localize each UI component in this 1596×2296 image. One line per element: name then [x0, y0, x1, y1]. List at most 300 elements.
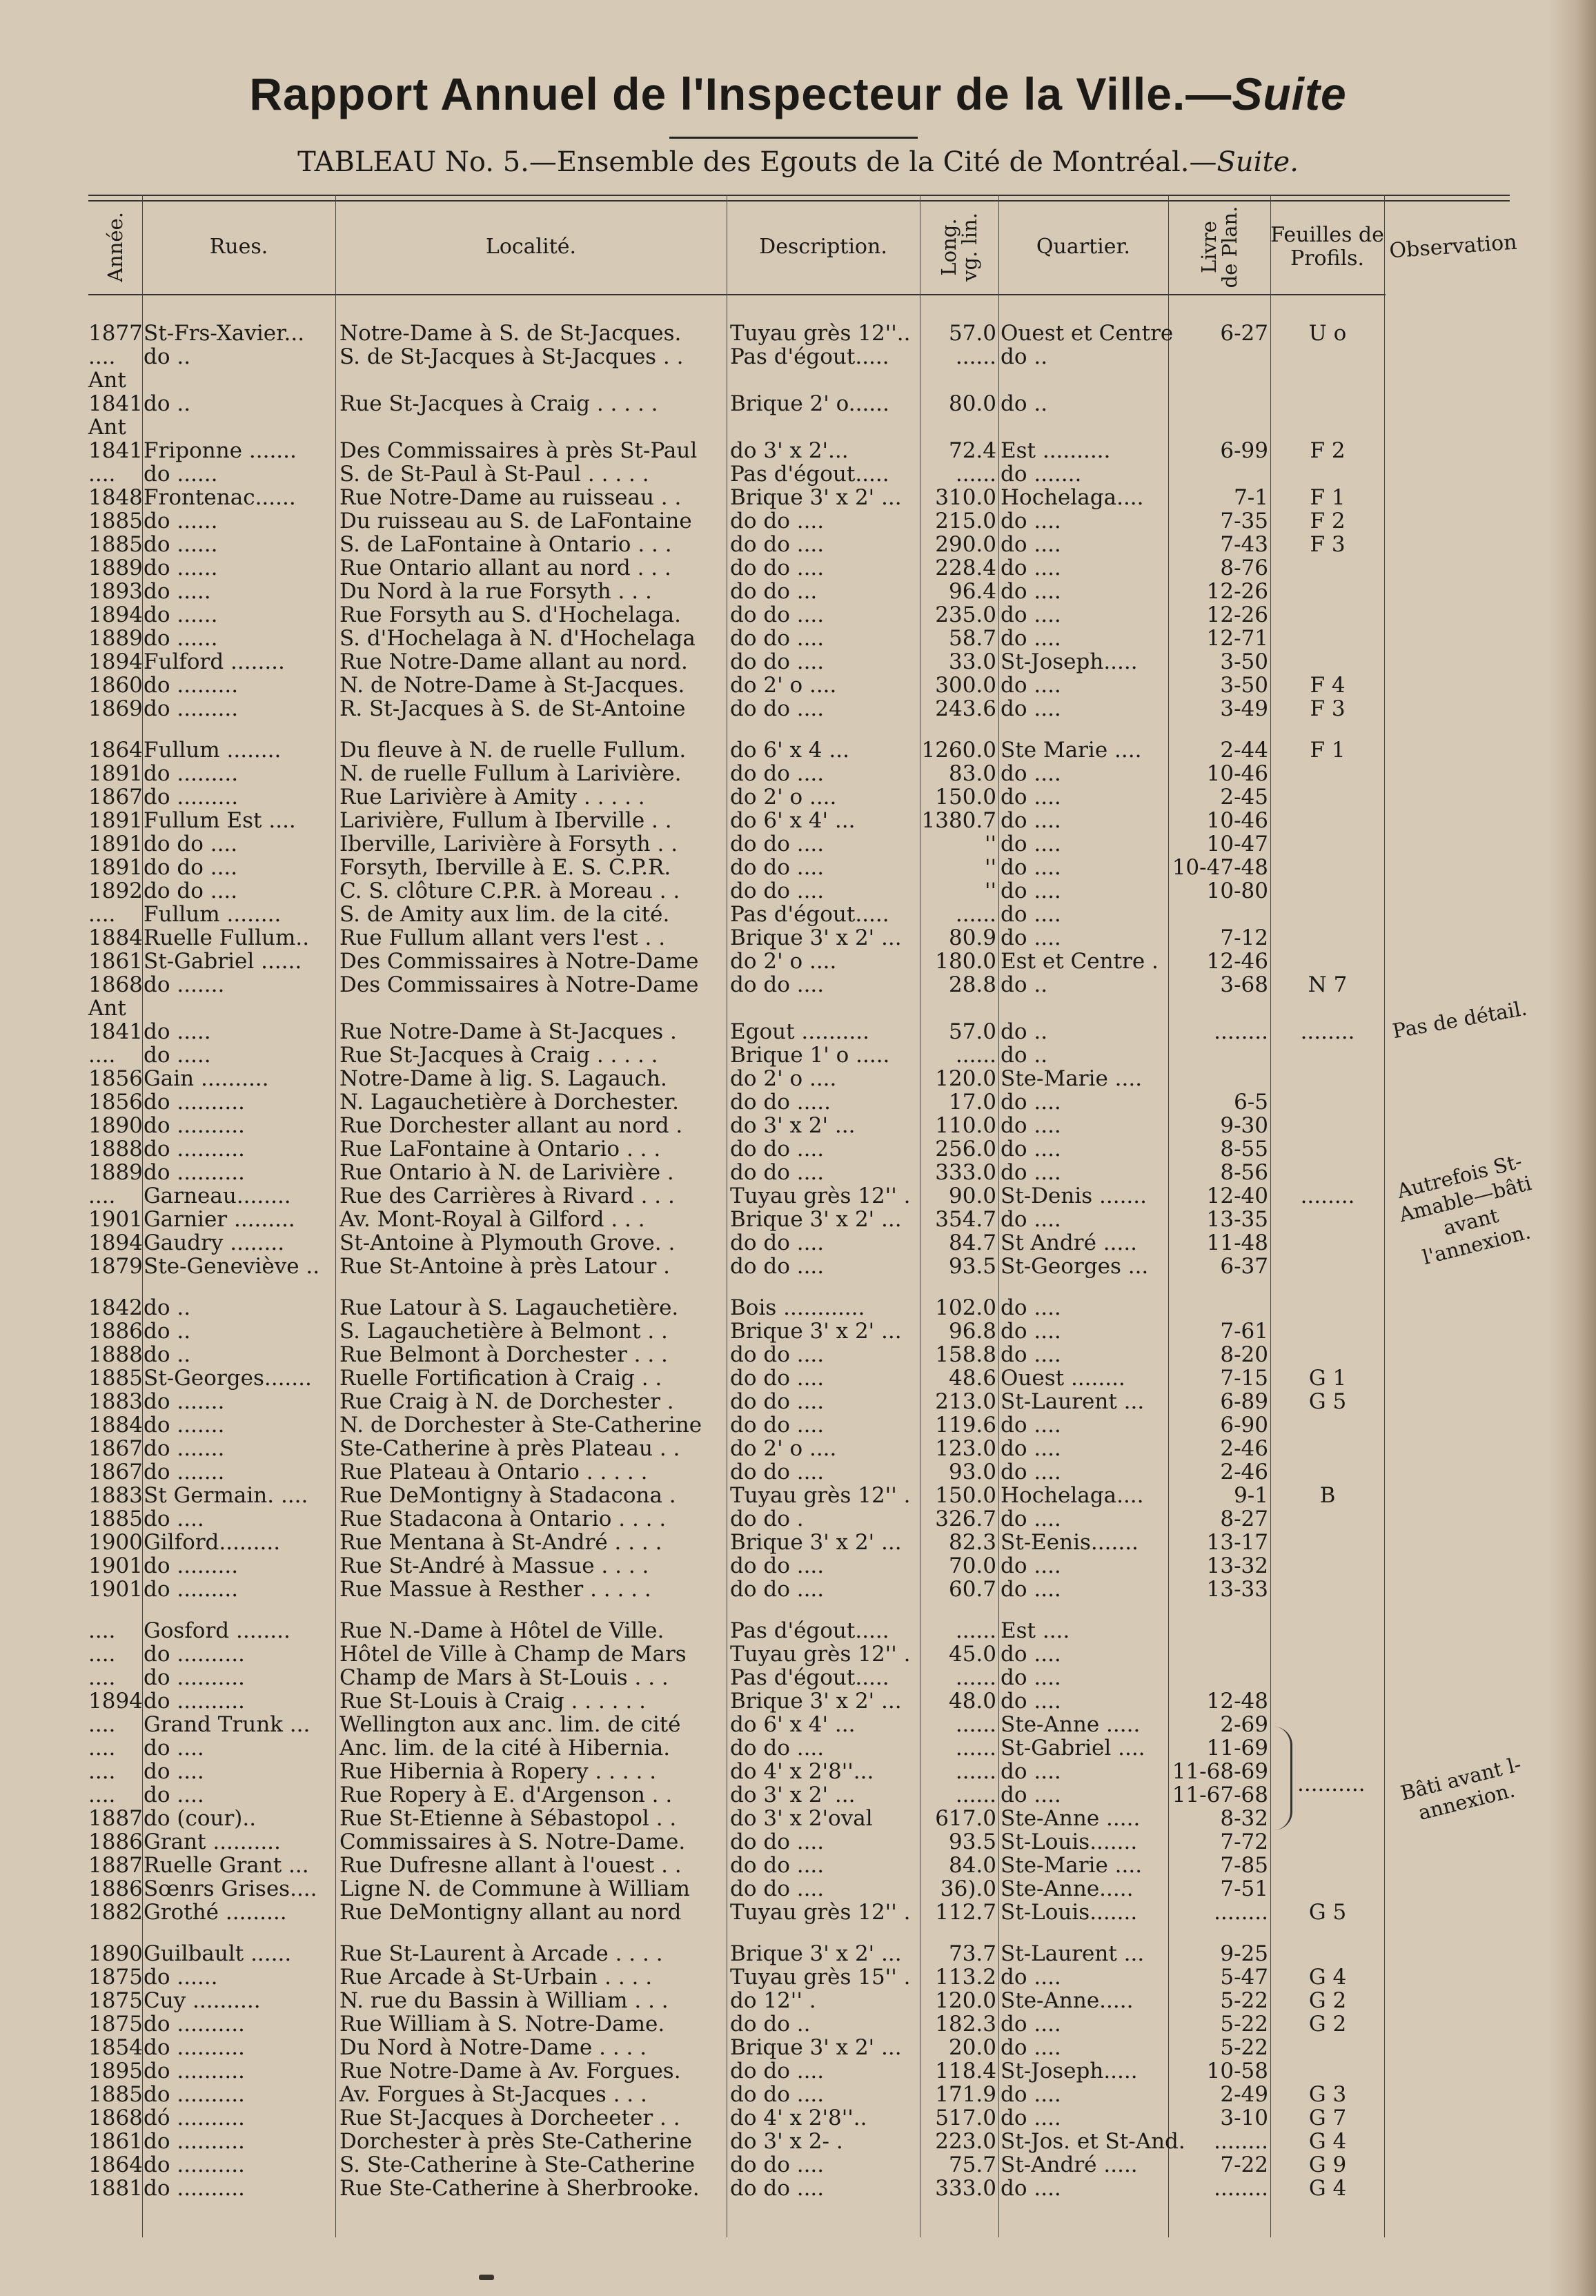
cell-l: Rue Fullum allant vers l'est . . [339, 925, 666, 950]
table-row [0, 2059, 1596, 2083]
cell-d: do 6' x 4' ... [730, 808, 856, 833]
cell-n: 118.4 [935, 2059, 996, 2083]
cell-r: do ....... [144, 1389, 225, 1414]
cell-l: Rue Notre-Dame à St-Jacques . [339, 1019, 677, 1044]
cell-d: do do . [730, 1507, 804, 1531]
cell-n: 158.8 [935, 1342, 996, 1367]
cell-d: do 2' o .... [730, 673, 837, 698]
cell-f: G 3 [1308, 2082, 1347, 2107]
cell-y: 1869 [88, 696, 143, 721]
table-row [0, 1319, 1596, 1343]
cell-q: do .... [1001, 1413, 1061, 1438]
cell-n: 36).0 [940, 1876, 996, 1901]
cell-q: do .... [1001, 1090, 1061, 1115]
cell-n: 182.3 [935, 2012, 996, 2037]
cell-n: ...... [955, 1618, 996, 1643]
cell-p: 5-22 [1220, 2035, 1268, 2060]
cell-q: Est .......... [1001, 438, 1111, 463]
cell-y: Ant [88, 996, 126, 1021]
cell-d: Tuyau grès 15'' . [730, 1965, 911, 1990]
table-subtitle [0, 146, 1596, 178]
cell-y: .... [88, 1759, 116, 1784]
cell-l: N. rue du Bassin à William . . . [339, 1988, 669, 2013]
cell-y: 1889 [88, 626, 143, 651]
cell-l: Rue Latour à S. Lagauchetière. [339, 1295, 679, 1320]
cell-l: S. d'Hochelaga à N. d'Hochelaga [339, 626, 696, 651]
cell-n: 326.7 [935, 1507, 996, 1531]
cell-r: do .......... [144, 2129, 245, 2154]
cell-f: G 4 [1308, 1965, 1347, 1990]
cell-r: do .......... [144, 2012, 245, 2037]
cell-r: do ...... [144, 626, 218, 651]
cell-n: 93.0 [948, 1460, 996, 1484]
cell-y: .... [88, 1783, 116, 1807]
cell-d: do 6' x 4 ... [730, 738, 849, 763]
cell-y: 1888 [88, 1342, 143, 1367]
cell-q: do .... [1001, 626, 1061, 651]
cell-r: do .......... [144, 2152, 245, 2177]
cell-n: 517.0 [935, 2106, 996, 2130]
table-row [0, 1666, 1596, 1689]
table-row [0, 462, 1596, 486]
cell-p: 9-25 [1220, 1941, 1268, 1966]
cell-d: do do .... [730, 649, 825, 674]
cell-y: 1867 [88, 785, 143, 810]
cell-y: 1887 [88, 1853, 143, 1878]
table-row [0, 1296, 1596, 1319]
cell-l: Rue Notre-Dame à Av. Forgues. [339, 2059, 681, 2083]
cell-y: 1841 [88, 1019, 143, 1044]
cell-y: 1900 [88, 1530, 143, 1555]
cell-q: do .... [1001, 1553, 1061, 1578]
cell-q: do .... [1001, 1295, 1061, 1320]
cell-d: Tuyau grès 12'' . [730, 1900, 911, 1925]
cell-d: Tuyau grès 12''.. [730, 321, 911, 346]
cell-r: Gilford......... [144, 1530, 281, 1555]
cell-y: 1894 [88, 1230, 143, 1255]
cell-y: .... [88, 1618, 116, 1643]
cell-r: do .... [144, 1783, 204, 1807]
cell-r: Garnier ......... [144, 1207, 295, 1232]
cell-n: 290.0 [935, 532, 996, 557]
cell-n: 215.0 [935, 509, 996, 533]
cell-q: do .... [1001, 1113, 1061, 1138]
cell-l: Ruelle Fortification à Craig . . [339, 1366, 662, 1391]
note-autrefois-st-amable: Autrefois St-Amable—bâti avant l'annexion. [1395, 1149, 1534, 1270]
cell-r: Friponne ....... [144, 438, 297, 463]
cell-y: .... [88, 1665, 116, 1690]
header-description: Description. [759, 235, 887, 259]
header-bottom-rule [88, 294, 1386, 295]
cell-d: do do .... [730, 1553, 825, 1578]
cell-y: 1883 [88, 1389, 143, 1414]
table-row [0, 322, 1596, 345]
cell-r: Sœnrs Grises.... [144, 1876, 317, 1901]
cell-f: G 5 [1308, 1900, 1347, 1925]
table-row [0, 832, 1596, 856]
cell-n: 80.9 [948, 925, 996, 950]
cell-q: St-Gabriel .... [1001, 1736, 1145, 1760]
grand-trunk-brace [1274, 1727, 1292, 1830]
cell-l: St-Antoine à Plymouth Grove. . [339, 1230, 676, 1255]
cell-f: ........ [1300, 1019, 1355, 1044]
cell-p: 7-61 [1220, 1319, 1268, 1344]
cell-q: do .... [1001, 808, 1061, 833]
cell-l: Notre-Dame à lig. S. Lagauch. [339, 1066, 667, 1091]
cell-r: do ...... [144, 532, 218, 557]
cell-q: do .... [1001, 1137, 1061, 1161]
cell-n: 354.7 [935, 1207, 996, 1232]
cell-y: .... [88, 1736, 116, 1760]
cell-f: B [1319, 1483, 1336, 1508]
cell-d: do do .... [730, 855, 825, 880]
table-row [0, 1390, 1596, 1413]
cell-q: do .. [1001, 1043, 1048, 1068]
cell-l: Rue Dorchester allant au nord . [339, 1113, 683, 1138]
cell-y: 1887 [88, 1806, 143, 1831]
cell-q: do .... [1001, 1319, 1061, 1344]
cell-d: do 3' x 2' ... [730, 1783, 856, 1807]
cell-q: do .... [1001, 1160, 1061, 1185]
cell-d: do do .... [730, 832, 825, 856]
cell-r: Fullum ........ [144, 738, 282, 763]
cell-p: ........ [1214, 2176, 1268, 2201]
cell-y: 1890 [88, 1941, 143, 1966]
cell-n: 333.0 [935, 1160, 996, 1185]
cell-d: do do .... [730, 2082, 825, 2107]
cell-q: do .... [1001, 902, 1061, 927]
cell-n: 84.0 [948, 1853, 996, 1878]
cell-r: do ......... [144, 1553, 239, 1578]
cell-r: do ......... [144, 761, 239, 786]
table-row [0, 1736, 1596, 1760]
cell-r: Fullum Est .... [144, 808, 296, 833]
table-row [0, 1901, 1596, 1924]
cell-y: 1841 [88, 438, 143, 463]
cell-y: 1864 [88, 2152, 143, 2177]
cell-l: N. de Dorchester à Ste-Catherine [339, 1413, 702, 1438]
cell-y: .... [88, 344, 116, 369]
cell-q: do .... [1001, 1965, 1061, 1990]
cell-r: Ste-Geneviève .. [144, 1254, 320, 1279]
cell-p: 3-68 [1220, 972, 1268, 997]
cell-y: 1888 [88, 1137, 143, 1161]
cell-y: 1842 [88, 1295, 143, 1320]
table-row [0, 1531, 1596, 1554]
cell-l: Rue Craig à N. de Dorchester . [339, 1389, 674, 1414]
cell-y: 1885 [88, 532, 143, 557]
cell-y: 1885 [88, 2082, 143, 2107]
cell-q: do .... [1001, 879, 1061, 903]
cell-l: Rue des Carrières à Rivard . . . [339, 1184, 675, 1208]
cell-y: .... [88, 1184, 116, 1208]
cell-d: do do .... [730, 1460, 825, 1484]
cell-q: do .... [1001, 855, 1061, 880]
cell-p: 10-47-48 [1172, 855, 1268, 880]
cell-y: 1875 [88, 1965, 143, 1990]
cell-n: 310.0 [935, 485, 996, 510]
cell-p: 13-35 [1206, 1207, 1268, 1232]
cell-y: 1886 [88, 1319, 143, 1344]
cell-r: Ruelle Fullum.. [144, 925, 310, 950]
header-localite: Localité. [485, 235, 577, 259]
table-row [0, 1713, 1596, 1736]
cell-n: 120.0 [935, 1988, 996, 2013]
cell-n: 228.4 [935, 556, 996, 580]
cell-d: do do .. [730, 2012, 811, 2037]
cell-p: 12-46 [1206, 949, 1268, 974]
cell-l: S. de St-Paul à St-Paul . . . . . [339, 462, 649, 487]
cell-d: do do ..... [730, 1090, 831, 1115]
cell-r: do (cour).. [144, 1806, 257, 1831]
table-row [0, 1255, 1596, 1278]
cell-q: do .... [1001, 1207, 1061, 1232]
cell-f: G 4 [1308, 2176, 1347, 2201]
cell-q: St-Jos. et St-And. [1001, 2129, 1185, 2154]
table-row [0, 1642, 1596, 1666]
cell-r: Fulford ........ [144, 649, 285, 674]
table-row [0, 856, 1596, 879]
cell-r: do ...... [144, 509, 218, 533]
cell-l: Rue St-Laurent à Arcade . . . . [339, 1941, 663, 1966]
table-row [0, 1554, 1596, 1578]
cell-q: do .... [1001, 1577, 1061, 1602]
cell-f: F 2 [1310, 509, 1346, 533]
cell-p: 11-69 [1206, 1736, 1268, 1760]
cell-q: Est et Centre . [1001, 949, 1159, 974]
cell-r: do do .... [144, 879, 238, 903]
cell-q: Ste Marie .... [1001, 738, 1142, 763]
cell-y: Ant [88, 415, 126, 440]
cell-l: Rue St-Antoine à près Latour . [339, 1254, 671, 1279]
cell-f: F 2 [1310, 438, 1346, 463]
cell-l: S. de St-Jacques à St-Jacques . . [339, 344, 684, 369]
cell-r: do ......... [144, 785, 239, 810]
cell-l: N. Lagauchetière à Dorchester. [339, 1090, 679, 1115]
cell-q: St-André ..... [1001, 2152, 1138, 2177]
cell-n: ...... [955, 1712, 996, 1737]
cell-p: 9-1 [1234, 1483, 1268, 1508]
table-row [0, 369, 1596, 392]
cell-d: do do .... [730, 1876, 825, 1901]
cell-l: Rue DeMontigny à Stadacona . [339, 1483, 676, 1508]
cell-n: ...... [955, 1665, 996, 1690]
cell-q: do .... [1001, 2082, 1061, 2107]
cell-p: 6-99 [1220, 438, 1268, 463]
cell-y: 1895 [88, 2059, 143, 2083]
cell-l: Av. Mont-Royal à Gilford . . . [339, 1207, 645, 1232]
cell-r: do ....... [144, 1460, 225, 1484]
cell-l: Rue Mentana à St-André . . . . [339, 1530, 662, 1555]
table-row [0, 738, 1596, 762]
cell-n: 223.0 [935, 2129, 996, 2154]
cell-n: 300.0 [935, 673, 996, 698]
cell-n: 102.0 [935, 1295, 996, 1320]
cell-q: do .... [1001, 1665, 1061, 1690]
cell-d: do 12'' . [730, 1988, 816, 2013]
cell-y: .... [88, 462, 116, 487]
cell-p: ........ [1214, 1900, 1268, 1925]
cell-l: Iberville, Larivière à Forsyth . . [339, 832, 678, 856]
cell-q: St-Eenis....... [1001, 1530, 1139, 1555]
cell-d: do do .... [730, 2059, 825, 2083]
cell-q: do ....... [1001, 462, 1082, 487]
cell-y: 1879 [88, 1254, 143, 1279]
cell-q: do .. [1001, 972, 1048, 997]
cell-r: do .......... [144, 2176, 245, 2201]
cell-r: Grothé ......... [144, 1900, 287, 1925]
cell-n: 20.0 [948, 2035, 996, 2060]
cell-d: do 3' x 2'... [730, 438, 849, 463]
cell-l: Des Commissaires à près St-Paul [339, 438, 698, 463]
table-row [0, 973, 1596, 997]
cell-l: Rue Plateau à Ontario . . . . . [339, 1460, 648, 1484]
table-row [0, 926, 1596, 950]
cell-n: 33.0 [948, 649, 996, 674]
cell-y: 1883 [88, 1483, 143, 1508]
cell-q: Ouest et Centre [1001, 321, 1174, 346]
cell-q: do .... [1001, 1507, 1061, 1531]
cell-r: do ..... [144, 1019, 211, 1044]
cell-l: Rue William à S. Notre-Dame. [339, 2012, 665, 2037]
cell-l: Rue N.-Dame à Hôtel de Ville. [339, 1618, 664, 1643]
cell-f: F 4 [1310, 673, 1346, 698]
cell-y: 1893 [88, 579, 143, 604]
cell-l: Larivière, Fullum à Iberville . . [339, 808, 672, 833]
cell-p: 7-12 [1220, 925, 1268, 950]
table-row [0, 392, 1596, 415]
cell-r: St Germain. .... [144, 1483, 308, 1508]
cell-r: do .......... [144, 1689, 245, 1714]
cell-d: do do .... [730, 879, 825, 903]
cell-q: do .... [1001, 925, 1061, 950]
cell-y: 1901 [88, 1577, 143, 1602]
cell-l: Des Commissaires à Notre-Dame [339, 972, 699, 997]
table-row [0, 1942, 1596, 1965]
cell-r: do .. [144, 391, 191, 416]
cell-p: 2-46 [1220, 1436, 1268, 1461]
cell-p: 13-33 [1206, 1577, 1268, 1602]
cell-q: do .... [1001, 579, 1061, 604]
cell-p: 5-22 [1220, 1988, 1268, 2013]
table-row [0, 2083, 1596, 2106]
cell-d: do do .... [730, 1736, 825, 1760]
cell-p: 11-67-68 [1172, 1783, 1268, 1807]
cell-n: 112.7 [935, 1900, 996, 1925]
table-row [0, 627, 1596, 650]
cell-r: do .......... [144, 1137, 245, 1161]
cell-r: Guilbault ...... [144, 1941, 292, 1966]
cell-n: 617.0 [935, 1806, 996, 1831]
cell-y: 1882 [88, 1900, 143, 1925]
cell-q: Ste-Marie .... [1001, 1853, 1143, 1878]
table-row [0, 1689, 1596, 1713]
cell-r: do .. [144, 1295, 191, 1320]
cell-q: St-Louis....... [1001, 1900, 1138, 1925]
cell-l: N. de ruelle Fullum à Larivière. [339, 761, 682, 786]
cell-n: 1380.7 [921, 808, 996, 833]
cell-r: do ...... [144, 1965, 218, 1990]
table-row [0, 439, 1596, 462]
cell-q: do .... [1001, 556, 1061, 580]
cell-n: ...... [955, 344, 996, 369]
cell-l: S. Lagauchetière à Belmont . . [339, 1319, 668, 1344]
cell-q: do .... [1001, 1342, 1061, 1367]
cell-l: Rue Ropery à E. d'Argenson . . [339, 1783, 673, 1807]
table-row [0, 950, 1596, 973]
cell-q: do .... [1001, 1460, 1061, 1484]
cell-l: S. de Amity aux lim. de la cité. [339, 902, 670, 927]
cell-d: do do .... [730, 2176, 825, 2201]
table-row [0, 486, 1596, 509]
cell-n: ...... [955, 462, 996, 487]
cell-y: 1877 [88, 321, 143, 346]
cell-d: Pas d'égout..... [730, 1665, 889, 1690]
cell-d: do 4' x 2'8''... [730, 1759, 874, 1784]
table-row [0, 1965, 1596, 1989]
cell-y: 1894 [88, 602, 143, 627]
cell-r: do do .... [144, 855, 238, 880]
cell-p: 8-55 [1220, 1137, 1268, 1161]
table-row [0, 762, 1596, 785]
cell-y: 1901 [88, 1553, 143, 1578]
cell-p: ........ [1214, 2129, 1268, 2154]
cell-q: Ste-Anne ..... [1001, 1712, 1141, 1737]
cell-q: do .. [1001, 391, 1048, 416]
cell-l: Rue Dufresne allant à l'ouest . . [339, 1853, 682, 1878]
cell-l: Rue St-Louis à Craig . . . . . . [339, 1689, 646, 1714]
cell-y: 1894 [88, 649, 143, 674]
cell-y: 1891 [88, 808, 143, 833]
cell-p: 10-58 [1206, 2059, 1268, 2083]
cell-r: do .......... [144, 1160, 245, 1185]
table-row [0, 697, 1596, 720]
cell-q: do .... [1001, 1783, 1061, 1807]
cell-q: do .... [1001, 1759, 1061, 1784]
cell-l: Rue Ste-Catherine à Sherbrooke. [339, 2176, 700, 2201]
cell-n: ...... [955, 1759, 996, 1784]
cell-l: Rue Belmont à Dorchester . . . [339, 1342, 668, 1367]
cell-p: 11-68-69 [1172, 1759, 1268, 1784]
cell-q: Hochelaga.... [1001, 1483, 1144, 1508]
cell-y: 1886 [88, 1876, 143, 1901]
cell-n: 48.6 [948, 1366, 996, 1391]
cell-y: 1868 [88, 2106, 143, 2130]
table-row [0, 2153, 1596, 2177]
table-row [0, 1231, 1596, 1255]
cell-l: Rue St-Etienne à Sébastopol . . [339, 1806, 677, 1831]
cell-p: 8-32 [1220, 1806, 1268, 1831]
cell-n: 57.0 [948, 1019, 996, 1044]
table-row [0, 1043, 1596, 1067]
cell-r: do ......... [144, 673, 239, 698]
cell-q: do .. [1001, 1019, 1048, 1044]
cell-l: Rue St-Jacques à Craig . . . . . [339, 391, 658, 416]
cell-y: 1864 [88, 738, 143, 763]
cell-n: ...... [955, 1736, 996, 1760]
table-row [0, 556, 1596, 580]
cell-n: 83.0 [948, 761, 996, 786]
cell-l: Rue Arcade à St-Urbain . . . . [339, 1965, 653, 1990]
cell-r: do ....... [144, 1413, 225, 1438]
cell-n: 75.7 [948, 2152, 996, 2177]
cell-d: do do .... [730, 626, 825, 651]
cell-d: do do .... [730, 761, 825, 786]
cell-d: Brique 3' x 2' ... [730, 1941, 902, 1966]
cell-d: Egout .......... [730, 1019, 869, 1044]
cell-y: 1867 [88, 1436, 143, 1461]
cell-d: do do .... [730, 2152, 825, 2177]
